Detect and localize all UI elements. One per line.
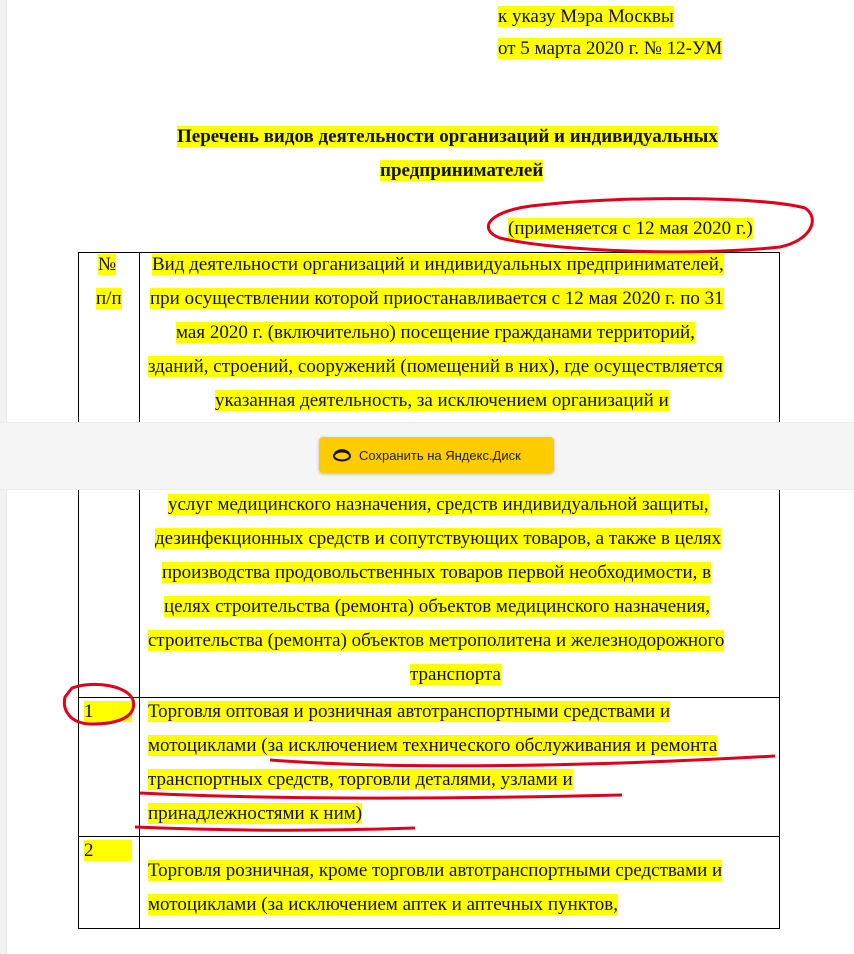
table-header-desc-line: транспорта bbox=[410, 664, 501, 685]
annotation-underline-3 bbox=[135, 827, 415, 830]
save-button-label: Сохранить на Яндекс.Диск bbox=[359, 447, 521, 463]
table-border-bottom bbox=[78, 928, 780, 929]
table-header-desc-line: услуг медицинского назначения, средств индивидуальной защиты, bbox=[168, 494, 709, 515]
header-line-2: от 5 марта 2020 г. № 12-УМ bbox=[498, 38, 723, 59]
table-row-1-text-line: Торговля оптовая и розничная автотранспортными средствами и bbox=[148, 701, 671, 722]
table-header-desc-line: дезинфекционных средств и сопутствующих товаров, а также в целях bbox=[155, 528, 722, 549]
table-header-desc-line: указанная деятельность, за исключением организаций и bbox=[215, 390, 669, 411]
document-title-line-2: предпринимателей bbox=[380, 160, 544, 181]
table-border-left bbox=[78, 252, 79, 929]
table-header-desc-line: целях строительства (ремонта) объектов медицинского назначения, bbox=[164, 596, 711, 617]
table-header-desc-line: Вид деятельности организаций и индивидуальных предпринимателей, bbox=[152, 254, 724, 275]
table-border-middle bbox=[139, 252, 140, 929]
table-header-desc-line: зданий, строений, сооружений (помещений в них), где осуществляется bbox=[148, 356, 723, 377]
table-row-2-number: 2 bbox=[84, 840, 132, 862]
table-header-desc-line: при осуществлении которой приостанавливается с 12 мая 2020 г. по 31 bbox=[150, 288, 724, 309]
table-header-desc-line: мая 2020 г. (включительно) посещение гражданами территорий, bbox=[176, 322, 695, 343]
table-row-1-text-line: транспортных средств, торговли деталями, узлами и bbox=[148, 769, 573, 790]
table-header-desc-line: производства продовольственных товаров первой необходимости, в bbox=[162, 562, 712, 583]
table-row-1-number: 1 bbox=[84, 701, 132, 723]
annotation-underline-1 bbox=[270, 756, 775, 766]
annotation-underline-2 bbox=[140, 793, 622, 798]
table-header-desc-line: строительства (ремонта) объектов метрополитена и железнодорожного bbox=[148, 630, 725, 651]
applies-from-date: (применяется с 12 мая 2020 г.) bbox=[508, 218, 753, 239]
table-row-2-text-line: мотоциклами (за исключением аптек и аптечных пунктов, bbox=[148, 894, 619, 915]
document-title-line-1: Перечень видов деятельности организаций и индивидуальных bbox=[177, 126, 718, 147]
table-row-1-text-line: принадлежностями к ним) bbox=[148, 803, 363, 824]
header-line-1: к указу Мэра Москвы bbox=[498, 6, 674, 27]
table-row-divider-1 bbox=[78, 697, 780, 698]
save-to-yandex-disk-button[interactable] bbox=[319, 437, 554, 473]
table-header-num-symbol: № bbox=[98, 254, 117, 275]
table-header-num-label: п/п bbox=[96, 288, 122, 309]
table-row-1-text-line: мотоциклами (за исключением технического обслуживания и ремонта bbox=[148, 735, 718, 756]
table-row-2-text-line: Торговля розничная, кроме торговли автотранспортными средствами и bbox=[148, 860, 723, 881]
table-border-top bbox=[78, 252, 780, 253]
table-row-divider-2 bbox=[78, 836, 780, 837]
yandex-disk-icon bbox=[331, 448, 353, 462]
table-border-right bbox=[779, 252, 780, 929]
